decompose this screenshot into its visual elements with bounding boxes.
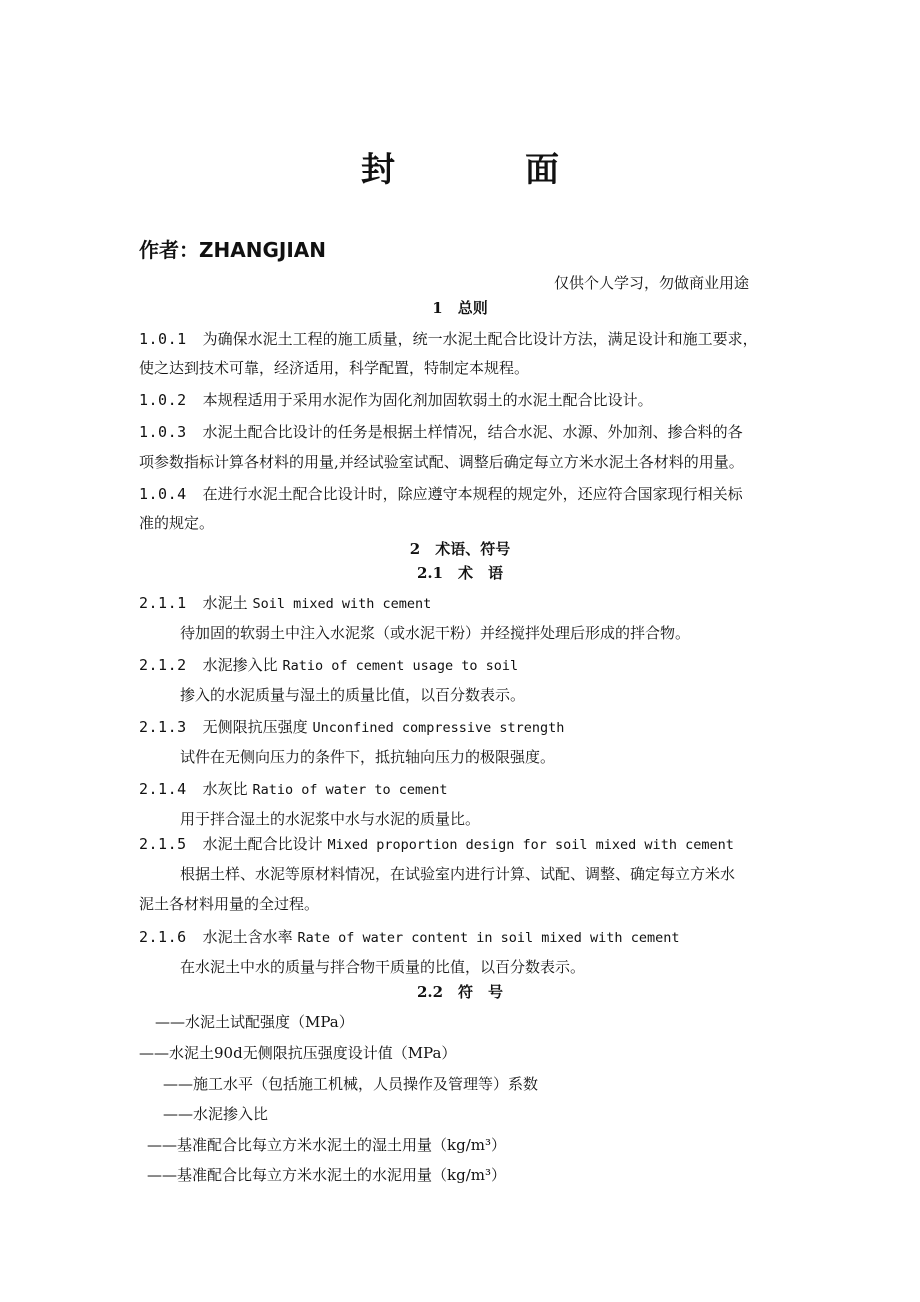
term-2-1-1-def: 待加固的软弱土中注入水泥浆（或水泥干粉）并经搅拌处理后形成的拌合物。 bbox=[180, 624, 691, 642]
usage-notice: 仅供个人学习，勿做商业用途 bbox=[554, 274, 750, 292]
section-2-heading: 2 术语、符号 bbox=[409, 540, 511, 558]
author-line: 作者：ZHANGJIAN bbox=[139, 238, 326, 262]
cover-title bbox=[0, 142, 920, 191]
symbol-row: ——基准配合比每立方米水泥土的湿土用量（kg/m³） bbox=[147, 1136, 506, 1154]
section-1-heading: 1 总则 bbox=[432, 299, 488, 317]
symbol-row: ——施工水平（包括施工机械，人员操作及管理等）系数 bbox=[163, 1075, 539, 1093]
term-2-1-4-def: 用于拌合湿土的水泥浆中水与水泥的质量比。 bbox=[180, 810, 481, 828]
term-2-1-2: 2.1.2 水泥掺入比 Ratio of cement usage to soil bbox=[139, 656, 519, 674]
term-2-1-1: 2.1.1 水泥土 Soil mixed with cement bbox=[139, 594, 432, 612]
section-2-1-heading: 2.1 术 语 bbox=[416, 564, 504, 582]
term-2-1-6: 2.1.6 水泥土含水率 Rate of water content in soil mixed with cement bbox=[139, 928, 680, 946]
term-2-1-3-def: 试件在无侧向压力的条件下，抵抗轴向压力的极限强度。 bbox=[180, 748, 556, 766]
term-2-1-2-def: 掺入的水泥质量与湿土的质量比值，以百分数表示。 bbox=[180, 686, 526, 704]
clause-1-0-1: 1.0.1 为确保水泥土工程的施工质量，统一水泥土配合比设计方法，满足设计和施工要求， bbox=[139, 330, 758, 348]
clause-1-0-3: 1.0.3 水泥土配合比设计的任务是根据土样情况，结合水泥、水源、外加剂、掺合料的各 bbox=[139, 423, 743, 441]
clause-1-0-4-cont: 准的规定。 bbox=[139, 514, 215, 532]
term-2-1-6-def: 在水泥土中水的质量与拌合物干质量的比值，以百分数表示。 bbox=[180, 958, 586, 976]
symbol-row: ——水泥土90d无侧限抗压强度设计值（MPa） bbox=[139, 1044, 457, 1062]
clause-1-0-3-cont: 项参数指标计算各材料的用量,并经试验室试配、调整后确定每立方米水泥土各材料的用量。 bbox=[139, 453, 744, 471]
symbol-row: ——水泥掺入比 bbox=[163, 1105, 269, 1123]
cover-title-left: 封 bbox=[361, 150, 395, 190]
clause-1-0-4: 1.0.4 在进行水泥土配合比设计时，除应遵守本规程的规定外，还应符合国家现行相关标 bbox=[139, 485, 743, 503]
term-2-1-5: 2.1.5 水泥土配合比设计 Mixed proportion design for soil mixed with cement bbox=[139, 835, 734, 853]
term-2-1-5-def-cont: 泥土各材料用量的全过程。 bbox=[139, 895, 320, 913]
term-2-1-5-def: 根据土样、水泥等原材料情况，在试验室内进行计算、试配、调整、确定每立方米水 bbox=[180, 865, 736, 883]
cover-title-right: 面 bbox=[525, 150, 559, 190]
clause-1-0-1-cont: 使之达到技术可靠，经济适用，科学配置，特制定本规程。 bbox=[139, 359, 530, 377]
symbol-row: ——水泥土试配强度（MPa） bbox=[155, 1013, 354, 1031]
symbol-row: ——基准配合比每立方米水泥土的水泥用量（kg/m³） bbox=[147, 1166, 506, 1184]
term-2-1-3: 2.1.3 无侧限抗压强度 Unconfined compressive strength bbox=[139, 718, 565, 736]
section-2-2-heading: 2.2 符 号 bbox=[416, 983, 504, 1001]
clause-1-0-2: 1.0.2 本规程适用于采用水泥作为固化剂加固软弱土的水泥土配合比设计。 bbox=[139, 391, 653, 409]
term-2-1-4: 2.1.4 水灰比 Ratio of water to cement bbox=[139, 780, 448, 798]
